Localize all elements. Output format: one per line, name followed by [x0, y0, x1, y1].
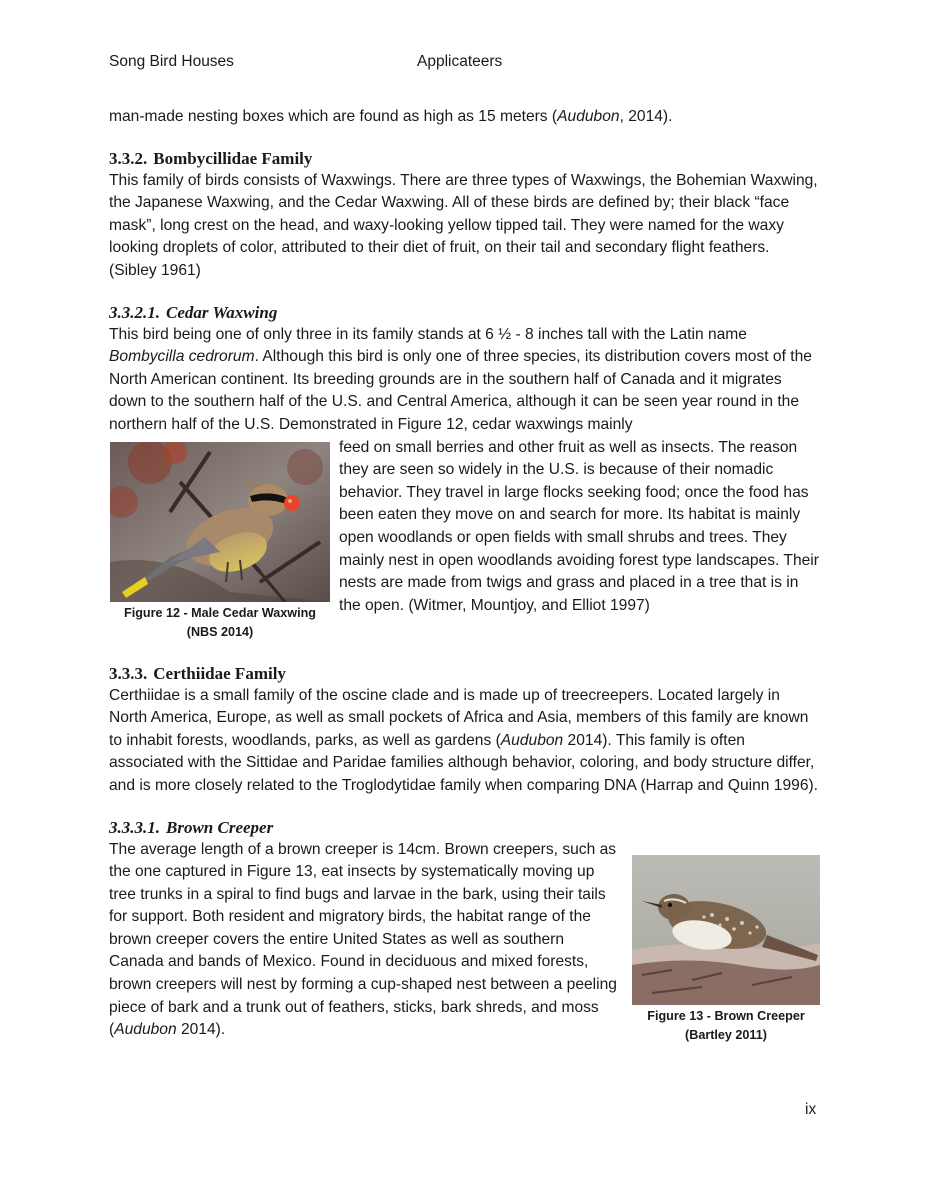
section-paragraph-wrapped: feed on small berries and other fruit as well as insects. The reason they are seen so widely in the U.S. is because of their nomadic behavior. They travel in large flocks seeking food; once the food has been eaten they move on and search for more. Its habitat is mainly open woodlands or open fields with small shrubs and trees. They mainly nest in open woodlands avoiding forest type landscapes. Their nests are made from twigs and grass and placed in a tree that is in the open. (Witmer, Mountjoy, and Elliot 1997) — [339, 438, 819, 614]
section-certhiidae — [109, 663, 821, 798]
page-body — [109, 106, 821, 1047]
citation-audubon: Audubon — [114, 1021, 177, 1039]
latin-name: Bombycilla cedrorum — [109, 348, 255, 366]
section-paragraph: This bird being one of only three in its family stands at 6 ½ - 8 inches tall with the Latin name Bombycilla cedrorum. Although this bird is only one of three species, its distribution covers most of the North American continent. Its breeding grounds are in the southern half of Canada and it migrates down to the southern half of the U.S. and Central America, although it can be seen year round in the northern half of the U.S. Demonstrated in Figure 12, cedar waxwings mainly — [109, 325, 812, 433]
subsection-heading: 3.3.3.1. Brown Creeper — [109, 817, 274, 837]
intro-paragraph: man-made nesting boxes which are found as high as 15 meters (Audubon, 2014). — [109, 108, 673, 125]
citation-audubon: Audubon — [557, 108, 620, 125]
subsection-heading: 3.3.2.1. Cedar Waxwing — [109, 302, 278, 322]
figure-caption: Figure 12 - Male Cedar Waxwing (NBS 2014) — [124, 605, 316, 639]
section-cedar-waxwing — [109, 302, 821, 644]
section-bombycillidae — [109, 148, 821, 283]
section-paragraph: This family of birds consists of Waxwings. There are three types of Waxwings, the Bohemian Waxwing, the Japanese Waxwing, and the Cedar Waxwing. All of these birds are defined by; their black “face mask”, long crest on the head, and waxy-looking yellow tipped tail. They were named for the waxy looking droplets of color, attributed to their diet of fruit, on their tail and secondary flight feathers. (Sibley 1961) — [109, 171, 818, 279]
brown-creeper-photo — [632, 855, 820, 1005]
page-number: ix — [805, 1101, 817, 1118]
section-heading: 3.3.2. Bombycillidae Family — [109, 148, 313, 168]
running-header-title: Song Bird Houses — [109, 53, 234, 70]
figure-13 — [631, 855, 821, 1045]
running-header-team: Applicateers — [417, 53, 503, 70]
citation-audubon: Audubon — [500, 731, 564, 749]
section-heading: 3.3.3. Certhiidae Family — [109, 663, 286, 683]
figure-12 — [109, 442, 331, 642]
section-paragraph: The average length of a brown creeper is 14cm. Brown creepers, such as the one captured in Figure 13, eat insects by systematically moving up tree trunks in a spiral to find bugs and larvae in the bark, using their tails for support. Both resident and migratory birds, the habitat range of the brown creeper covers the entire United States as well as southern Canada and bands of Mexico. Found in deciduous and mixed forests, brown creepers will nest by forming a cup-shaped nest between a peeling piece of bark and a trunk out of feathers, sticks, bark shreds, and moss (Audubon 2014). — [109, 840, 617, 1039]
section-brown-creeper — [109, 817, 821, 1047]
section-paragraph: Certhiidae is a small family of the oscine clade and is made up of treecreepers. Located largely in North America, Europe, as well as small pockets of Africa and Asia, members of this family are known to inhabit forests, woodlands, parks, as well as gardens (Audubon 2014). This family is often associated with the Sittidae and Paridae families although behavior, coloring, and body structure differ, and is more closely related to the Troglodytidae family when comparing DNA (Harrap and Quinn 1996). — [109, 686, 819, 794]
figure-caption: Figure 13 - Brown Creeper (Bartley 2011) — [647, 1008, 805, 1042]
cedar-waxwing-photo — [110, 442, 330, 602]
